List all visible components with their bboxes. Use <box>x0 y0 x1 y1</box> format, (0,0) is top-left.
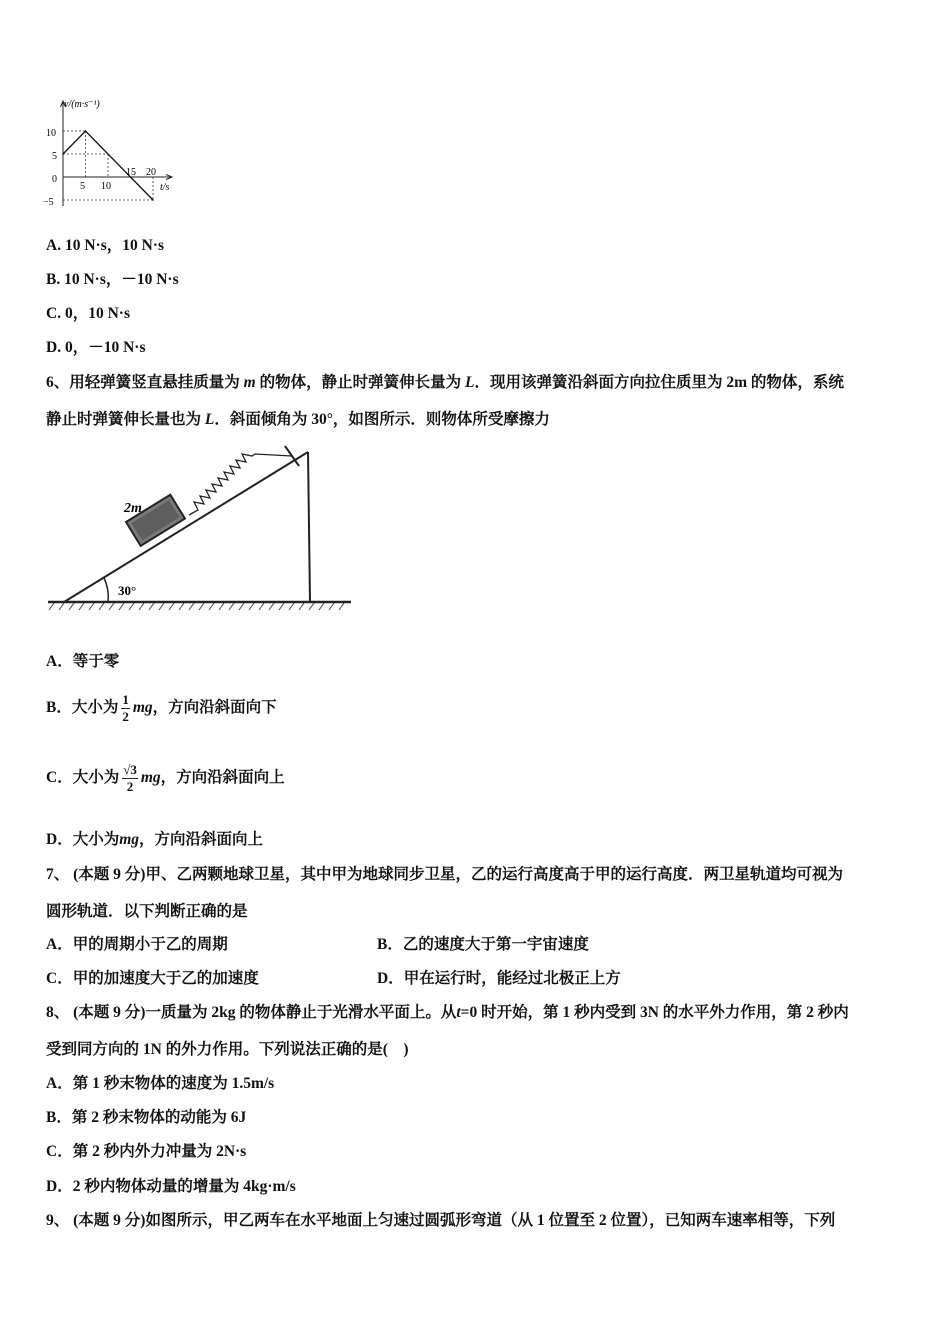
q7-option-a: A．甲的周期小于乙的周期 <box>46 936 228 953</box>
q6-text: 的物体，系统 <box>750 374 844 391</box>
q6-optC-den: 2 <box>126 779 134 794</box>
q8-text: 8、 (本题 9 分)一质量为 2kg 的物体静止于光滑水平面上。从 <box>46 1004 457 1021</box>
q6-option-d <box>46 830 263 850</box>
q5-option-c-text: 0，10 N·s <box>64 305 130 322</box>
q6-option-c <box>46 762 285 795</box>
q7-option-d: D．甲在运行时，能经过北极正上方 <box>377 970 621 987</box>
vt-xtick-15: 15 <box>126 167 136 178</box>
q7-stem-line2: 圆形轨道．以下判断正确的是 <box>46 903 248 920</box>
vt-xtick-5: 5 <box>80 181 85 192</box>
q8-option-a: A．第 1 秒末物体的速度为 1.5m/s <box>46 1075 275 1092</box>
q6-option-a: A．等于零 <box>46 653 120 670</box>
q6-option-b <box>46 692 277 725</box>
q6-optB-den: 2 <box>122 709 129 724</box>
q6-optC-prefix: C．大小为 <box>46 769 120 787</box>
q7-stem-line1: 7、 (本题 9 分)甲、乙两颗地球卫星，其中甲为地球同步卫星，乙的运行高度高于甲的运行高度．两卫星轨道均可视为 <box>46 866 843 883</box>
vt-chart <box>40 95 190 215</box>
q6-optC-fraction <box>122 762 138 795</box>
q6-text: 静止时弹簧伸长量也为 <box>46 411 202 428</box>
vt-data-point <box>62 153 64 155</box>
incline-angle-label: 30° <box>118 583 137 598</box>
q6-text: ．斜面倾角为 30°，如图所示．则物体所受摩擦力 <box>214 411 550 428</box>
q5-option-a <box>46 236 164 256</box>
q5-option-b-text: 10 N·s，－10 N·s <box>64 271 179 288</box>
q6-optB-prefix: B．大小为 <box>46 699 119 717</box>
q5-option-d <box>46 338 145 358</box>
q6-mg: mg <box>140 769 161 787</box>
q8-stem-line2: 受到同方向的 1N 的外力作用。下列说法正确的是( ) <box>46 1041 409 1058</box>
q6-m: m <box>243 374 256 391</box>
q6-optB-suffix: ，方向沿斜面向下 <box>152 699 277 717</box>
q8-t: t <box>456 1004 461 1021</box>
incline-mass-label: 2m <box>124 501 142 516</box>
q5-option-a-letter: A. <box>46 237 62 254</box>
vt-ytick-10: 10 <box>46 128 56 139</box>
vt-data-point <box>152 199 154 201</box>
vt-ylabel: v/(m·s⁻¹) <box>64 99 100 110</box>
q6-stem-line2 <box>46 410 550 430</box>
incline-figure <box>46 440 356 620</box>
q8-option-d: D．2 秒内物体动量的增量为 4kg·m/s <box>46 1178 296 1195</box>
q5-option-d-letter: D. <box>46 339 62 356</box>
q6-optD-prefix: D．大小为 <box>46 831 120 848</box>
vt-xtick-20: 20 <box>146 167 156 178</box>
vt-xtick-10: 10 <box>101 181 111 192</box>
q6-2m: 2m <box>726 374 747 391</box>
q6-stem-line1 <box>46 373 844 393</box>
q9-stem-line1: 9、 (本题 9 分)如图所示，甲乙两车在水平地面上匀速过圆弧形弯道（从 1 位置至 2 位置），已知两车速率相等，下列 <box>46 1212 836 1229</box>
vt-data-point <box>85 130 87 132</box>
q5-option-c-letter: C. <box>46 305 62 322</box>
vt-axes <box>61 101 173 206</box>
q8-stem-line1 <box>46 1003 849 1023</box>
q8-option-b: B．第 2 秒末物体的动能为 6J <box>46 1109 247 1126</box>
q6-optB-fraction <box>121 692 130 725</box>
q5-option-a-text: 10 N·s，10 N·s <box>64 237 164 254</box>
q5-option-c <box>46 304 130 324</box>
q8-option-c: C．第 2 秒内外力冲量为 2N·s <box>46 1143 247 1160</box>
vt-ytick-neg5: −5 <box>43 197 54 208</box>
q6-optD-suffix: ，方向沿斜面向上 <box>139 831 264 848</box>
q6-mg: mg <box>119 831 140 848</box>
q6-L: L <box>464 374 475 391</box>
q5-option-d-text: 0，－10 N·s <box>64 339 146 356</box>
vt-ytick-5: 5 <box>52 151 57 162</box>
vt-xlabel: t/s <box>160 182 170 193</box>
q6-L: L <box>204 411 215 428</box>
q6-text: 的物体，静止时弹簧伸长量为 <box>259 374 462 391</box>
q5-option-b <box>46 270 179 290</box>
q6-optC-suffix: ，方向沿斜面向上 <box>160 769 285 787</box>
q6-optC-num: √3 <box>123 762 137 777</box>
q6-optB-num: 1 <box>122 692 129 707</box>
q6-text: ．现用该弹簧沿斜面方向拉住质里为 <box>474 374 723 391</box>
q6-mg: mg <box>132 699 153 717</box>
q6-text: 6、用轻弹簧竖直悬挂质量为 <box>46 374 240 391</box>
q7-option-c: C．甲的加速度大于乙的加速度 <box>46 970 259 987</box>
vt-ytick-0: 0 <box>52 174 57 185</box>
q5-option-b-letter: B. <box>46 271 61 288</box>
q8-text: =0 时开始，第 1 秒内受到 3N 的水平外力作用，第 2 秒内 <box>460 1004 849 1021</box>
q7-option-b: B．乙的速度大于第一宇宙速度 <box>377 936 589 953</box>
